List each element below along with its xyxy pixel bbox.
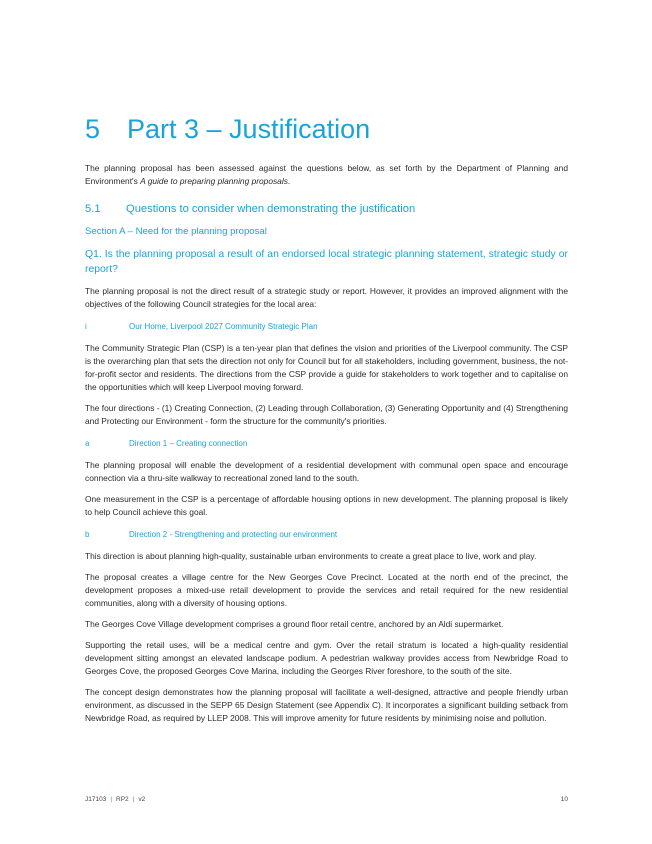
direction-2-paragraph-4: Supporting the retail uses, will be a medical centre and gym. Over the retail stratum is located a high-quality residential development sitting amongst an elevated landscape podium. A pedestrian walkway provides access from Newbridge Road to Georges Cove, the proposed Georges Cove Marina, including the Georges River foreshore, to the south of the site. [85, 640, 568, 676]
csp-paragraph-1: The Community Strategic Plan (CSP) is a ten-year plan that defines the vision and priorities of the Liverpool community. The CSP is the overarching plan that sets the direction not only for Council but for all stakeholders, including government, business, the not-for-profit sector and residents. The directions from the CSP provide a guide for stakeholders to work together and to capitalise on the opportunities which will keep Liverpool moving forward. [85, 343, 568, 392]
direction-2-paragraph-5: The concept design demonstrates how the planning proposal will facilitate a well-designed, attractive and people friendly urban environment, as discussed in the SEPP 65 Design Statement (see Appendix C). It incorporates a significant building setback from Newbridge Road, as required by LLEP 2008. This will improve amenity for future residents by minimising noise and pollution. [85, 687, 568, 723]
page-number: 10 [560, 796, 568, 803]
intro-paragraph [85, 162, 568, 188]
intro-text: The planning proposal has been assessed against the questions below, as set forth by the Department of Planning and Environment's [85, 163, 568, 186]
question-1-answer: The planning proposal is not the direct result of a strategic study or report. However, it provides an improved alignment with the objectives of the following Council strategies for the local area: [85, 286, 568, 309]
direction-1-paragraph-1: The planning proposal will enable the development of a residential development with communal open space and encourage connection via a thru-site walkway to recreational zoned land to the south. [85, 460, 568, 483]
direction-2-paragraph-3: The Georges Cove Village development comprises a ground floor retail centre, anchored by an Aldi supermarket. [85, 619, 504, 629]
chapter-number: 5 [85, 114, 101, 144]
csp-paragraph-2: The four directions - (1) Creating Connection, (2) Leading through Collaboration, (3) Generating Opportunity and (4) Strengthening and Protecting our Environment - form the structure for the community's priorities. [85, 403, 568, 426]
page-content [85, 112, 568, 733]
section-number: 5.1 [85, 203, 101, 215]
footer-report: RP2 [116, 796, 129, 803]
intro-end: . [287, 176, 291, 186]
subheading-a-title: Direction 1 – Creating connection [129, 439, 248, 448]
footer-separator: | [110, 796, 113, 803]
footer-version: v2 [138, 796, 146, 803]
section-a-heading: Section A – Need for the planning proposal [85, 226, 267, 237]
footer-separator: | [132, 796, 135, 803]
intro-guide-title: A guide to preparing planning proposals [140, 176, 288, 186]
subheading-b-number: b [85, 530, 90, 539]
question-1-heading: Q1. Is the planning proposal a result of an endorsed local strategic planning statement, strategic study or report? [85, 249, 568, 275]
subheading-b [85, 529, 568, 541]
chapter-title: Part 3 – Justification [127, 114, 371, 144]
chapter-heading [85, 112, 568, 146]
subheading-i-number: i [85, 322, 87, 331]
section-heading-5-1 [85, 202, 568, 217]
subheading-a [85, 438, 568, 450]
subheading-i [85, 321, 568, 333]
subheading-i-title: Our Home, Liverpool 2027 Community Strategic Plan [129, 322, 318, 331]
footer-job-number: J17103 [85, 796, 107, 803]
page-footer [85, 795, 568, 805]
direction-2-paragraph-1: This direction is about planning high-quality, sustainable urban environments to create a great place to live, work and play. [85, 551, 537, 561]
subheading-b-title: Direction 2 - Strengthening and protecting our environment [129, 530, 338, 539]
section-title: Questions to consider when demonstrating the justification [126, 203, 416, 215]
subheading-a-number: a [85, 439, 90, 448]
direction-1-paragraph-2: One measurement in the CSP is a percentage of affordable housing options in new development. The planning proposal is likely to help Council achieve this goal. [85, 494, 568, 517]
direction-2-paragraph-2: The proposal creates a village centre for the New Georges Cove Precinct. Located at the north end of the precinct, the development proposes a mixed-use retail development to provide the services and retail required for the new residential communities, along with a diversity of housing options. [85, 572, 568, 608]
